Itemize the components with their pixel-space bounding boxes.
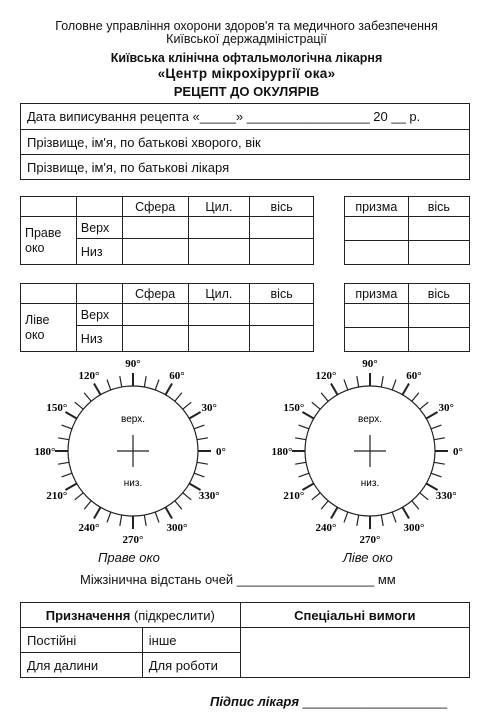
dial-tick: [84, 501, 91, 509]
dial-tick: [107, 380, 111, 390]
dial-tick: [321, 393, 328, 401]
left-prism-table: [344, 283, 470, 352]
dial-degree-label: 90°: [362, 358, 378, 370]
clinic-name: Київська клінічна офтальмологічна лікарня: [110, 51, 383, 65]
left-prism-top[interactable]: [345, 304, 409, 328]
dial-tick: [144, 376, 146, 387]
signature-label: Підпис лікаря: [210, 694, 299, 709]
option-work[interactable]: Для роботи: [142, 653, 240, 678]
left-cyl-top[interactable]: [188, 304, 250, 326]
right-sphere-top[interactable]: [122, 217, 188, 239]
page-title: РЕЦЕПТ ДО ОКУЛЯРІВ: [173, 84, 320, 99]
dial-tick: [58, 462, 69, 464]
dial-degree-label: 270°: [359, 534, 381, 546]
special-requirements-header: Спеціальні вимоги: [240, 603, 469, 628]
cyl-header: Цил.: [188, 197, 250, 217]
dial-tick: [312, 493, 320, 500]
dial-degree-label: 210°: [46, 490, 68, 502]
dial-tick: [144, 515, 146, 526]
dial-degree-label: 30°: [201, 402, 217, 414]
dial-tick: [197, 462, 208, 464]
right-prism-axis-top[interactable]: [408, 217, 469, 241]
dial-tick: [295, 438, 306, 440]
option-other[interactable]: інше: [142, 628, 240, 653]
center-name: «Центр мікрохірургії ока»: [157, 66, 336, 81]
left-cyl-bottom[interactable]: [188, 326, 250, 352]
right-axis-top[interactable]: [250, 217, 314, 239]
dial-degree-label: 60°: [169, 369, 185, 382]
row-top-label: Верх: [76, 217, 122, 239]
dial-tick: [166, 507, 173, 518]
axis-header: вісь: [250, 284, 314, 304]
dial-degree-label: 0°: [453, 446, 463, 458]
left-axis-bottom[interactable]: [250, 326, 314, 352]
dial-tick: [344, 512, 348, 522]
dial-tick: [392, 512, 396, 522]
left-prism-axis-bottom[interactable]: [408, 328, 469, 352]
row-bottom-label: Низ: [76, 239, 122, 265]
dial-degree-label: 330°: [198, 490, 220, 502]
dial-tick: [321, 501, 328, 509]
dial-tick: [420, 402, 428, 409]
left-prism-bottom[interactable]: [345, 328, 409, 352]
ministry-line-1: Головне управління охорони здоров'я та медичного забезпечення: [55, 19, 438, 33]
dial-tick: [166, 383, 173, 394]
dial-degree-label: 30°: [438, 402, 454, 414]
left-axis-top[interactable]: [250, 304, 314, 326]
dial-tick: [403, 507, 410, 518]
dial-degree-label: 120°: [315, 369, 337, 382]
right-eye-caption: Праве око: [98, 550, 160, 565]
dial-tick: [299, 425, 309, 429]
dial-tick: [295, 462, 306, 464]
dial-tick: [381, 515, 383, 526]
dial-tick: [94, 383, 101, 394]
date-field[interactable]: Дата виписування рецепта «_____» _________________ 20 __ р.: [27, 109, 421, 124]
right-cyl-top[interactable]: [188, 217, 250, 239]
dial-tick: [331, 507, 338, 518]
signature: [210, 694, 447, 709]
dial-tick: [155, 380, 159, 390]
dial-tick: [175, 393, 182, 401]
dial-tick: [357, 515, 359, 526]
pupil-distance-unit: мм: [377, 572, 396, 587]
sphere-header: Сфера: [122, 284, 188, 304]
purpose-header-bold: Призначення: [45, 607, 131, 623]
dial-tick: [62, 473, 72, 477]
dial-bottom-label: низ.: [360, 478, 380, 489]
right-eye-table: [20, 196, 314, 265]
dial-tick: [120, 376, 122, 387]
sphere-header: Сфера: [122, 197, 188, 217]
dial-tick: [175, 501, 182, 509]
prism-header: призма: [345, 284, 409, 304]
option-distance[interactable]: Для далини: [21, 653, 143, 678]
signature-line[interactable]: ____________________: [302, 694, 448, 709]
dial-tick: [155, 512, 159, 522]
dial-degree-label: 180°: [34, 446, 56, 458]
dial-degree-label: 60°: [406, 369, 422, 382]
prism-axis-header: вісь: [408, 284, 469, 304]
dial-tick: [381, 376, 383, 387]
pupil-distance-label: Міжзінична відстань очей: [80, 572, 234, 587]
dial-degree-label: 90°: [125, 358, 141, 370]
right-axis-bottom[interactable]: [250, 239, 314, 265]
dial-tick: [183, 402, 191, 409]
dial-tick: [107, 512, 111, 522]
left-eye-label: Ліве око: [21, 304, 77, 352]
left-prism-axis-top[interactable]: [408, 304, 469, 328]
dial-tick: [120, 515, 122, 526]
purpose-header-note: (підкреслити): [130, 607, 215, 623]
dial-degree-label: 150°: [283, 402, 305, 414]
dial-tick: [403, 383, 410, 394]
purpose-table: [20, 602, 470, 678]
cyl-header: Цил.: [188, 284, 250, 304]
dial-degree-label: 210°: [283, 490, 305, 502]
right-prism-bottom[interactable]: [345, 241, 409, 265]
left-sphere-bottom[interactable]: [122, 326, 188, 352]
dial-tick: [331, 383, 338, 394]
right-eye-label: Праве око: [21, 217, 77, 265]
dial-top-label: верх.: [358, 414, 382, 425]
dial-degree-label: 240°: [78, 522, 100, 535]
dial-tick: [183, 493, 191, 500]
dial-tick: [426, 412, 437, 419]
left-eye-axis-dial: [265, 358, 475, 548]
dial-tick: [299, 473, 309, 477]
dial-degree-label: 300°: [403, 522, 425, 535]
dial-degree-label: 240°: [315, 522, 337, 535]
right-eye-axis-dial: [28, 358, 238, 548]
dial-tick: [420, 493, 428, 500]
dial-tick: [434, 438, 445, 440]
pupil-distance: [80, 572, 396, 587]
dial-bottom-label: низ.: [123, 478, 143, 489]
dial-tick: [431, 425, 441, 429]
dial-tick: [62, 425, 72, 429]
pupil-distance-input[interactable]: ___________________: [236, 572, 375, 587]
dial-tick: [58, 438, 69, 440]
right-prism-top[interactable]: [345, 217, 409, 241]
row-top-label: Верх: [76, 304, 122, 326]
dial-tick: [392, 380, 396, 390]
dial-degree-label: 270°: [122, 534, 144, 546]
dial-tick: [84, 393, 91, 401]
dial-tick: [194, 425, 204, 429]
ministry-line-2: Київської держадміністрації: [166, 32, 327, 46]
dial-tick: [412, 393, 419, 401]
option-permanent[interactable]: Постійні: [21, 628, 143, 653]
dial-tick: [434, 462, 445, 464]
patient-info-box: [20, 103, 470, 180]
dial-tick: [75, 402, 83, 409]
dial-tick: [75, 493, 83, 500]
dial-tick: [312, 402, 320, 409]
dial-degree-label: 150°: [46, 402, 68, 414]
dial-tick: [412, 501, 419, 509]
left-eye-table: [20, 283, 314, 352]
left-sphere-top[interactable]: [122, 304, 188, 326]
right-prism-table: [344, 196, 470, 265]
patient-name-field[interactable]: Прізвище, ім'я, по батькові хворого, вік: [21, 129, 469, 154]
dial-degree-label: 0°: [216, 446, 226, 458]
dial-tick: [94, 507, 101, 518]
doctor-name-field[interactable]: Прізвище, ім'я, по батькові лікаря: [21, 154, 469, 179]
right-prism-axis-bottom[interactable]: [408, 241, 469, 265]
dial-tick: [357, 376, 359, 387]
prism-axis-header: вісь: [408, 197, 469, 217]
dial-degree-label: 180°: [271, 446, 293, 458]
dial-degree-label: 300°: [166, 522, 188, 535]
right-sphere-bottom[interactable]: [122, 239, 188, 265]
left-eye-caption: Ліве око: [343, 550, 393, 565]
dial-tick: [194, 473, 204, 477]
dial-degree-label: 120°: [78, 369, 100, 382]
dial-tick: [344, 380, 348, 390]
dial-top-label: верх.: [121, 414, 145, 425]
row-bottom-label: Низ: [76, 326, 122, 352]
right-cyl-bottom[interactable]: [188, 239, 250, 265]
dial-tick: [189, 412, 200, 419]
purpose-header: [21, 603, 241, 628]
dial-tick: [431, 473, 441, 477]
axis-header: вісь: [250, 197, 314, 217]
dial-degree-label: 330°: [435, 490, 457, 502]
prism-header: призма: [345, 197, 409, 217]
special-requirements-field[interactable]: [240, 628, 469, 678]
dial-tick: [197, 438, 208, 440]
